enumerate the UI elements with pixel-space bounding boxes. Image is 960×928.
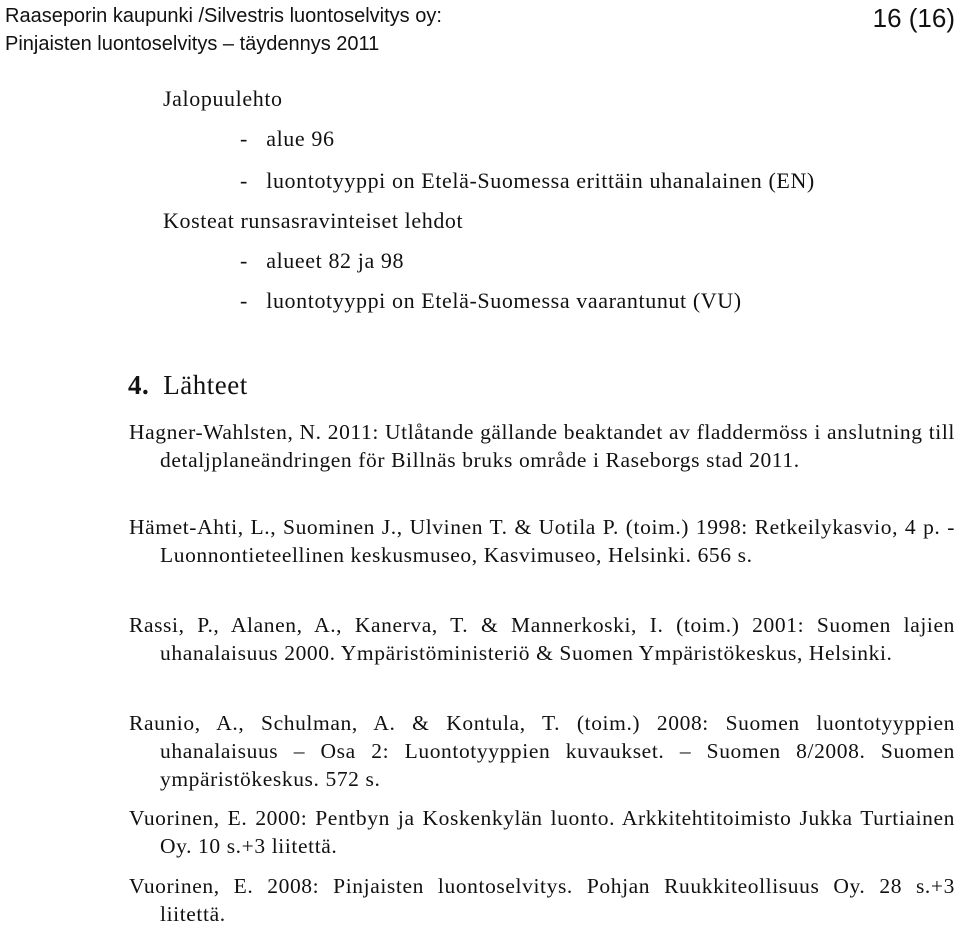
page-header	[5, 2, 442, 58]
habitat-item: - alueet 82 ja 98	[240, 248, 405, 273]
reference-item: Rassi, P., Alanen, A., Kanerva, T. & Mannerkoski, I. (toim.) 2001: Suomen lajien uhanalaisuus 2000. Ympäristöministeriö & Suomen Ympäristökeskus, Helsinki.	[129, 613, 955, 665]
page-number: 16 (16)	[872, 3, 955, 33]
section-heading	[128, 370, 248, 401]
reference-item: Vuorinen, E. 2000: Pentbyn ja Koskenkylän luonto. Arkkitehtitoimisto Jukka Turtiainen Oy. 10 s.+3 liitettä.	[129, 806, 955, 858]
section-title: Lähteet	[163, 370, 248, 400]
reference-item: Raunio, A., Schulman, A. & Kontula, T. (toim.) 2008: Suomen luontotyyppien uhanalaisuus – Osa 2: Luontotyyppien kuvaukset. – Suomen 8/2008. Suomen ympäristökeskus. 572 s.	[129, 711, 955, 791]
habitat-item: - alue 96	[240, 126, 335, 151]
reference-item: Vuorinen, E. 2008: Pinjaisten luontoselvitys. Pohjan Ruukkiteollisuus Oy. 28 s.+3 liitettä.	[129, 874, 955, 926]
habitat-title-1: Jalopuulehto	[163, 86, 283, 111]
header-line-2: Pinjaisten luontoselvitys – täydennys 2011	[5, 33, 380, 55]
section-number: 4.	[128, 370, 150, 400]
habitat-item: - luontotyyppi on Etelä-Suomessa erittäin uhanalainen (EN)	[240, 168, 815, 193]
reference-item: Hämet-Ahti, L., Suominen J., Ulvinen T. & Uotila P. (toim.) 1998: Retkeilykasvio, 4 p. - Luonnontieteellinen keskusmuseo, Kasvimuseo, Helsinki. 656 s.	[129, 515, 955, 567]
header-line-1: Raaseporin kaupunki /Silvestris luontoselvitys oy:	[5, 5, 442, 27]
habitat-title-2: Kosteat runsasravinteiset lehdot	[163, 208, 464, 233]
reference-item: Hagner-Wahlsten, N. 2011: Utlåtande gällande beaktandet av fladdermöss i anslutning till detaljplaneändringen för Billnäs bruks område i Raseborgs stad 2011.	[129, 420, 955, 472]
habitat-item: - luontotyyppi on Etelä-Suomessa vaarantunut (VU)	[240, 288, 742, 313]
